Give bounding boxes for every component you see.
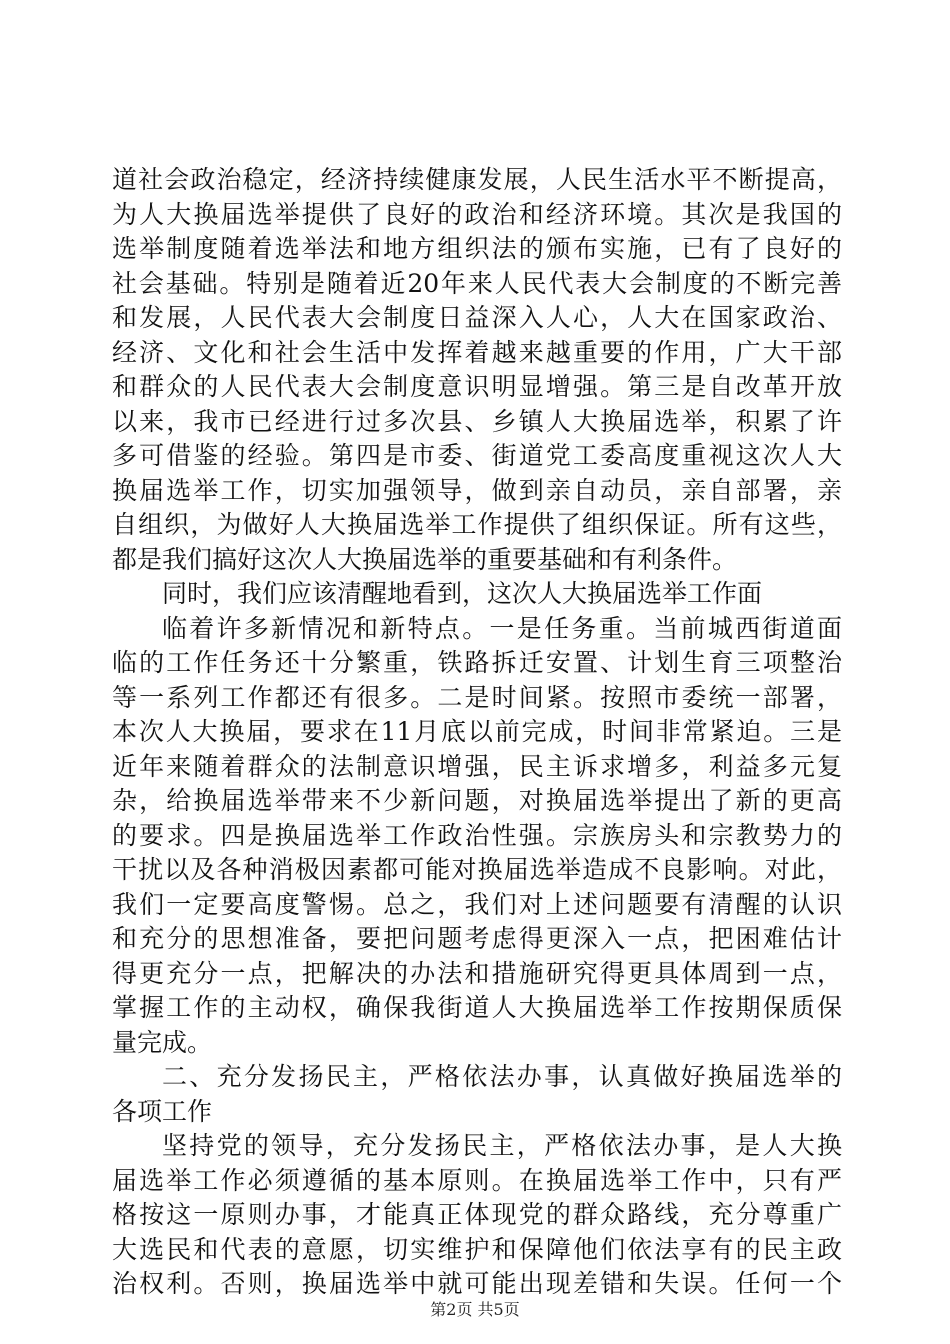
paragraph-1 <box>112 163 842 577</box>
text-line: 各项工作 <box>112 1096 213 1126</box>
text-line: 杂，给换届选举带来不少新问题，对换届选举提出了新的更高 <box>112 786 842 815</box>
text-line: 换届选举工作，切实加强领导，做到亲自动员，亲自部署，亲 <box>112 475 842 505</box>
text-line: 近年来随着群众的法制意识增强，民主诉求增多，利益多元复 <box>112 751 842 781</box>
text-line: 以来，我市已经进行过多次县、乡镇人大换届选举，积累了许 <box>112 406 842 436</box>
text-line: 治权利。否则，换届选举中就可能出现差错和失误。任何一个 <box>112 1269 842 1298</box>
page-number: 第2页 共5页 <box>430 1300 520 1319</box>
paragraph-3 <box>112 612 842 1061</box>
text-line: 和充分的思想准备，要把问题考虑得更深入一点，把困难估计 <box>112 924 842 953</box>
body-text <box>112 163 842 1302</box>
text-line: 临的工作任务还十分繁重，铁路拆迁安置、计划生育三项整治 <box>112 648 842 677</box>
text-line: 为人大换届选举提供了良好的政治和经济环境。其次是我国的 <box>112 199 842 229</box>
paragraph-4 <box>112 1129 842 1302</box>
section-heading <box>112 1060 842 1129</box>
text-line: 等一系列工作都还有很多。二是时间紧。按照市委统一部署， <box>112 682 842 712</box>
text-line: 和发展，人民代表大会制度日益深入人心，人大在国家政治、 <box>112 303 842 332</box>
text-line: 我们一定要高度警惕。总之，我们对上述问题要有清醒的认识 <box>112 889 842 919</box>
text-line: 格按这一原则办事，才能真正体现党的群众路线，充分尊重广 <box>112 1200 842 1229</box>
text-line: 都是我们搞好这次人大换届选举的重要基础和有利条件。 <box>112 544 738 574</box>
text-line: 本次人大换届，要求在11月底以前完成，时间非常紧迫。三是 <box>112 717 842 746</box>
text-line: 得更充分一点，把解决的办法和措施研究得更具体周到一点， <box>112 958 842 988</box>
text-line: 自组织，为做好人大换届选举工作提供了组织保证。所有这些， <box>112 510 842 539</box>
text-line: 临着许多新情况和新特点。一是任务重。当前城西街道面 <box>162 613 842 643</box>
paragraph-2 <box>112 577 842 612</box>
text-line: 同时，我们应该清醒地看到，这次人大换届选举工作面 <box>162 579 763 608</box>
text-line: 和群众的人民代表大会制度意识明显增强。第三是自改革开放 <box>112 372 842 401</box>
text-line: 二、充分发扬民主，严格依法办事，认真做好换届选举的 <box>162 1062 842 1091</box>
text-line: 届选举工作必须遵循的基本原则。在换届选举工作中，只有严 <box>112 1165 842 1195</box>
text-line: 社会基础。特别是随着近20年来人民代表大会制度的不断完善 <box>112 268 842 298</box>
text-line: 经济、文化和社会生活中发挥着越来越重要的作用，广大干部 <box>112 337 842 367</box>
text-line: 干扰以及各种消极因素都可能对换届选举造成不良影响。对此， <box>112 855 842 884</box>
text-line: 选举制度随着选举法和地方组织法的颁布实施，已有了良好的 <box>112 234 842 263</box>
text-line: 道社会政治稳定，经济持续健康发展，人民生活水平不断提高， <box>112 165 842 194</box>
page-footer <box>0 1300 950 1320</box>
text-line: 大选民和代表的意愿，切实维护和保障他们依法享有的民主政 <box>112 1234 842 1264</box>
text-line: 掌握工作的主动权，确保我街道人大换届选举工作按期保质保 <box>112 993 842 1022</box>
text-line: 量完成。 <box>112 1027 213 1057</box>
text-line: 的要求。四是换届选举工作政治性强。宗族房头和宗教势力的 <box>112 820 842 850</box>
text-line: 多可借鉴的经验。第四是市委、街道党工委高度重视这次人大 <box>112 441 842 470</box>
text-line: 坚持党的领导，充分发扬民主，严格依法办事，是人大换 <box>162 1131 842 1160</box>
